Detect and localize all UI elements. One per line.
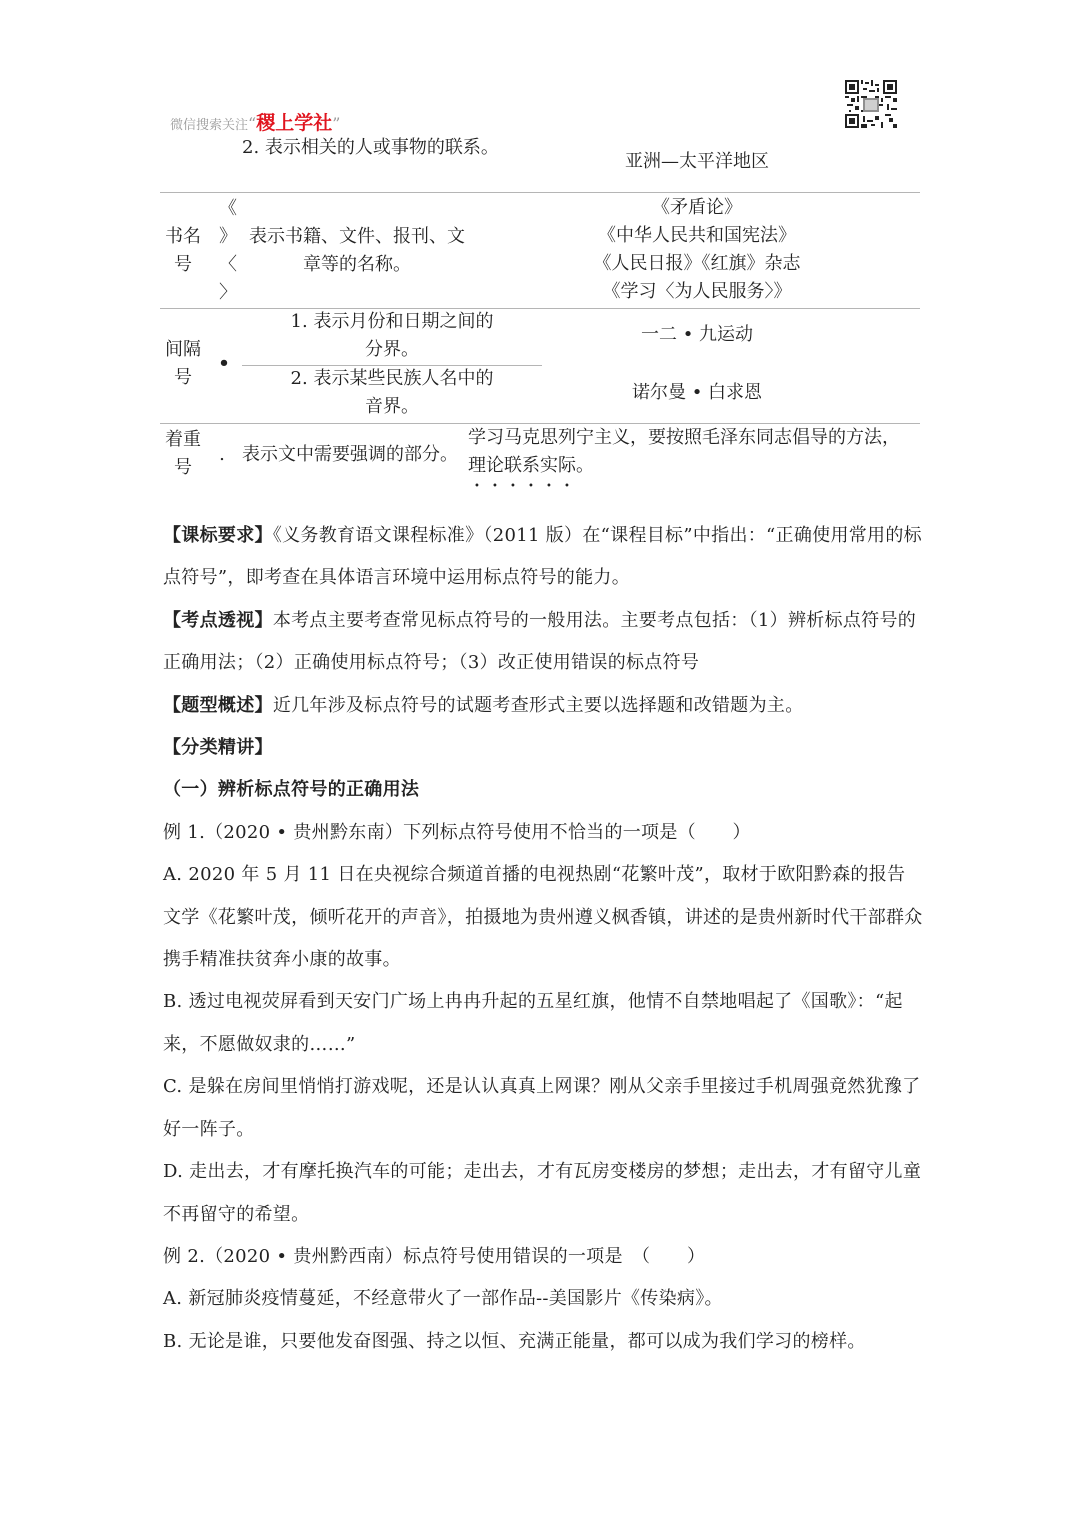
emphasis-char: 论 [486,455,504,476]
example1-option-c: C. 是躲在房间里悄悄打游戏呢，还是认认真真上网课？刚从父亲手里接过手机周强竟然犹豫了好一阵子。 [163,1076,921,1140]
subsection-heading: （一）辨析标点符号的正确用法 [163,779,420,801]
row2-symbol: • [218,353,230,374]
row2-name: 间隔 号 [165,339,201,388]
row2-sub2-usage: 2. 表示某些民族人名中的 音界。 [290,368,494,417]
question-type-overview: 【题型概述】近几年涉及标点符号的试题考查形式主要以选择题和改错题为主。 [163,694,804,716]
row3-emphasis-line: 理论联系实际。 [468,452,928,480]
classified-explanation-heading: 【分类精讲】 [163,737,273,759]
row1-name: 书名 号 [165,226,201,275]
row3-usage: 表示文中需要强调的部分。 [242,444,458,465]
emphasis-char: 实 [540,455,558,476]
example1-option-b: B. 透过电视荧屏看到天安门广场上冉冉升起的五星红旗，他情不自禁地唱起了《国歌》：“起来，不愿做奴隶的……” [163,991,903,1055]
document-body [163,515,923,1363]
row3-symbol: . [219,444,225,465]
row2-sub1-usage: 1. 表示月份和日期之间的 分界。 [290,311,494,360]
curriculum-requirement: 【课标要求】《义务教育语文课程标准》（2011 版）在“课程目标”中指出：“正确使用常用的标点符号”，即考查在具体语言环境中运用标点符号的能力。 [163,525,922,589]
watermark-open-quote: “ [248,114,257,133]
example1-option-d: D. 走出去，才有摩托换汽车的可能；走出去，才有瓦房变楼房的梦想；走出去，才有留守儿童不再留守的希望。 [163,1161,922,1225]
row1-usage: 表示书籍、文件、报刊、文 章等的名称。 [249,226,465,275]
watermark-close-quote: ” [332,114,341,133]
row2-sub2-example: 诺尔曼 • 白求恩 [631,382,763,403]
example2-option-a: A. 新冠肺炎疫情蔓延，不经意带火了一部作品--美国影片《传染病》。 [163,1288,723,1310]
emphasis-char: 理 [468,455,486,476]
emphasis-char: 联 [504,455,522,476]
example2-option-b: B. 无论是谁，只要他发奋图强、持之以恒、充满正能量，都可以成为我们学习的榜样。 [163,1330,866,1352]
row3-example: 学习马克思列宁主义，要按照毛泽东同志倡导的方法， 理论联系实际。 [468,424,928,480]
row1-symbol: 《 》 〈 〉 [219,198,237,303]
emphasis-char: 际 [558,455,576,476]
watermark [170,108,340,135]
watermark-prefix: 微信搜索关注 [170,118,249,133]
emphasis-char: 系 [522,455,540,476]
example2-stem: 例 2.（2020 • 贵州黔西南）标点符号使用错误的一项是 （ ） [163,1245,706,1267]
table-divider [160,192,920,193]
row0-example: 亚洲—太平洋地区 [625,151,769,172]
watermark-brand: 稷上学社 [256,112,333,134]
example1-stem: 例 1.（2020 • 贵州黔东南）下列标点符号使用不恰当的一项是（ ） [163,821,751,843]
qr-code-icon [845,80,897,128]
row2-sub1-example: 一二 • 九运动 [640,324,754,345]
exam-focus: 【考点透视】本考点主要考查常见标点符号的一般用法。主要考点包括：（1）辨析标点符号的正确用法；（2）正确使用标点符号；（3）改正使用错误的标点符号 [163,609,917,674]
example1-option-a: A. 2020 年 5 月 11 日在央视综合频道首播的电视热剧“花繁叶茂”，取材于欧阳黔森的报告文学《花繁叶茂，倾听花开的声音》，拍摄地为贵州遵义枫香镇，讲述的是贵州新时代干部群众携手精准扶贫奔小康的故事。 [163,864,923,971]
row0-usage: 2. 表示相关的人或事物的联系。 [242,137,499,158]
row3-name: 着重 号 [165,429,201,478]
row1-example: 《矛盾论》 《中华人民共和国宪法》 《人民日报》《红旗》杂志 《学习〈为人民服务〉》 [593,197,801,302]
